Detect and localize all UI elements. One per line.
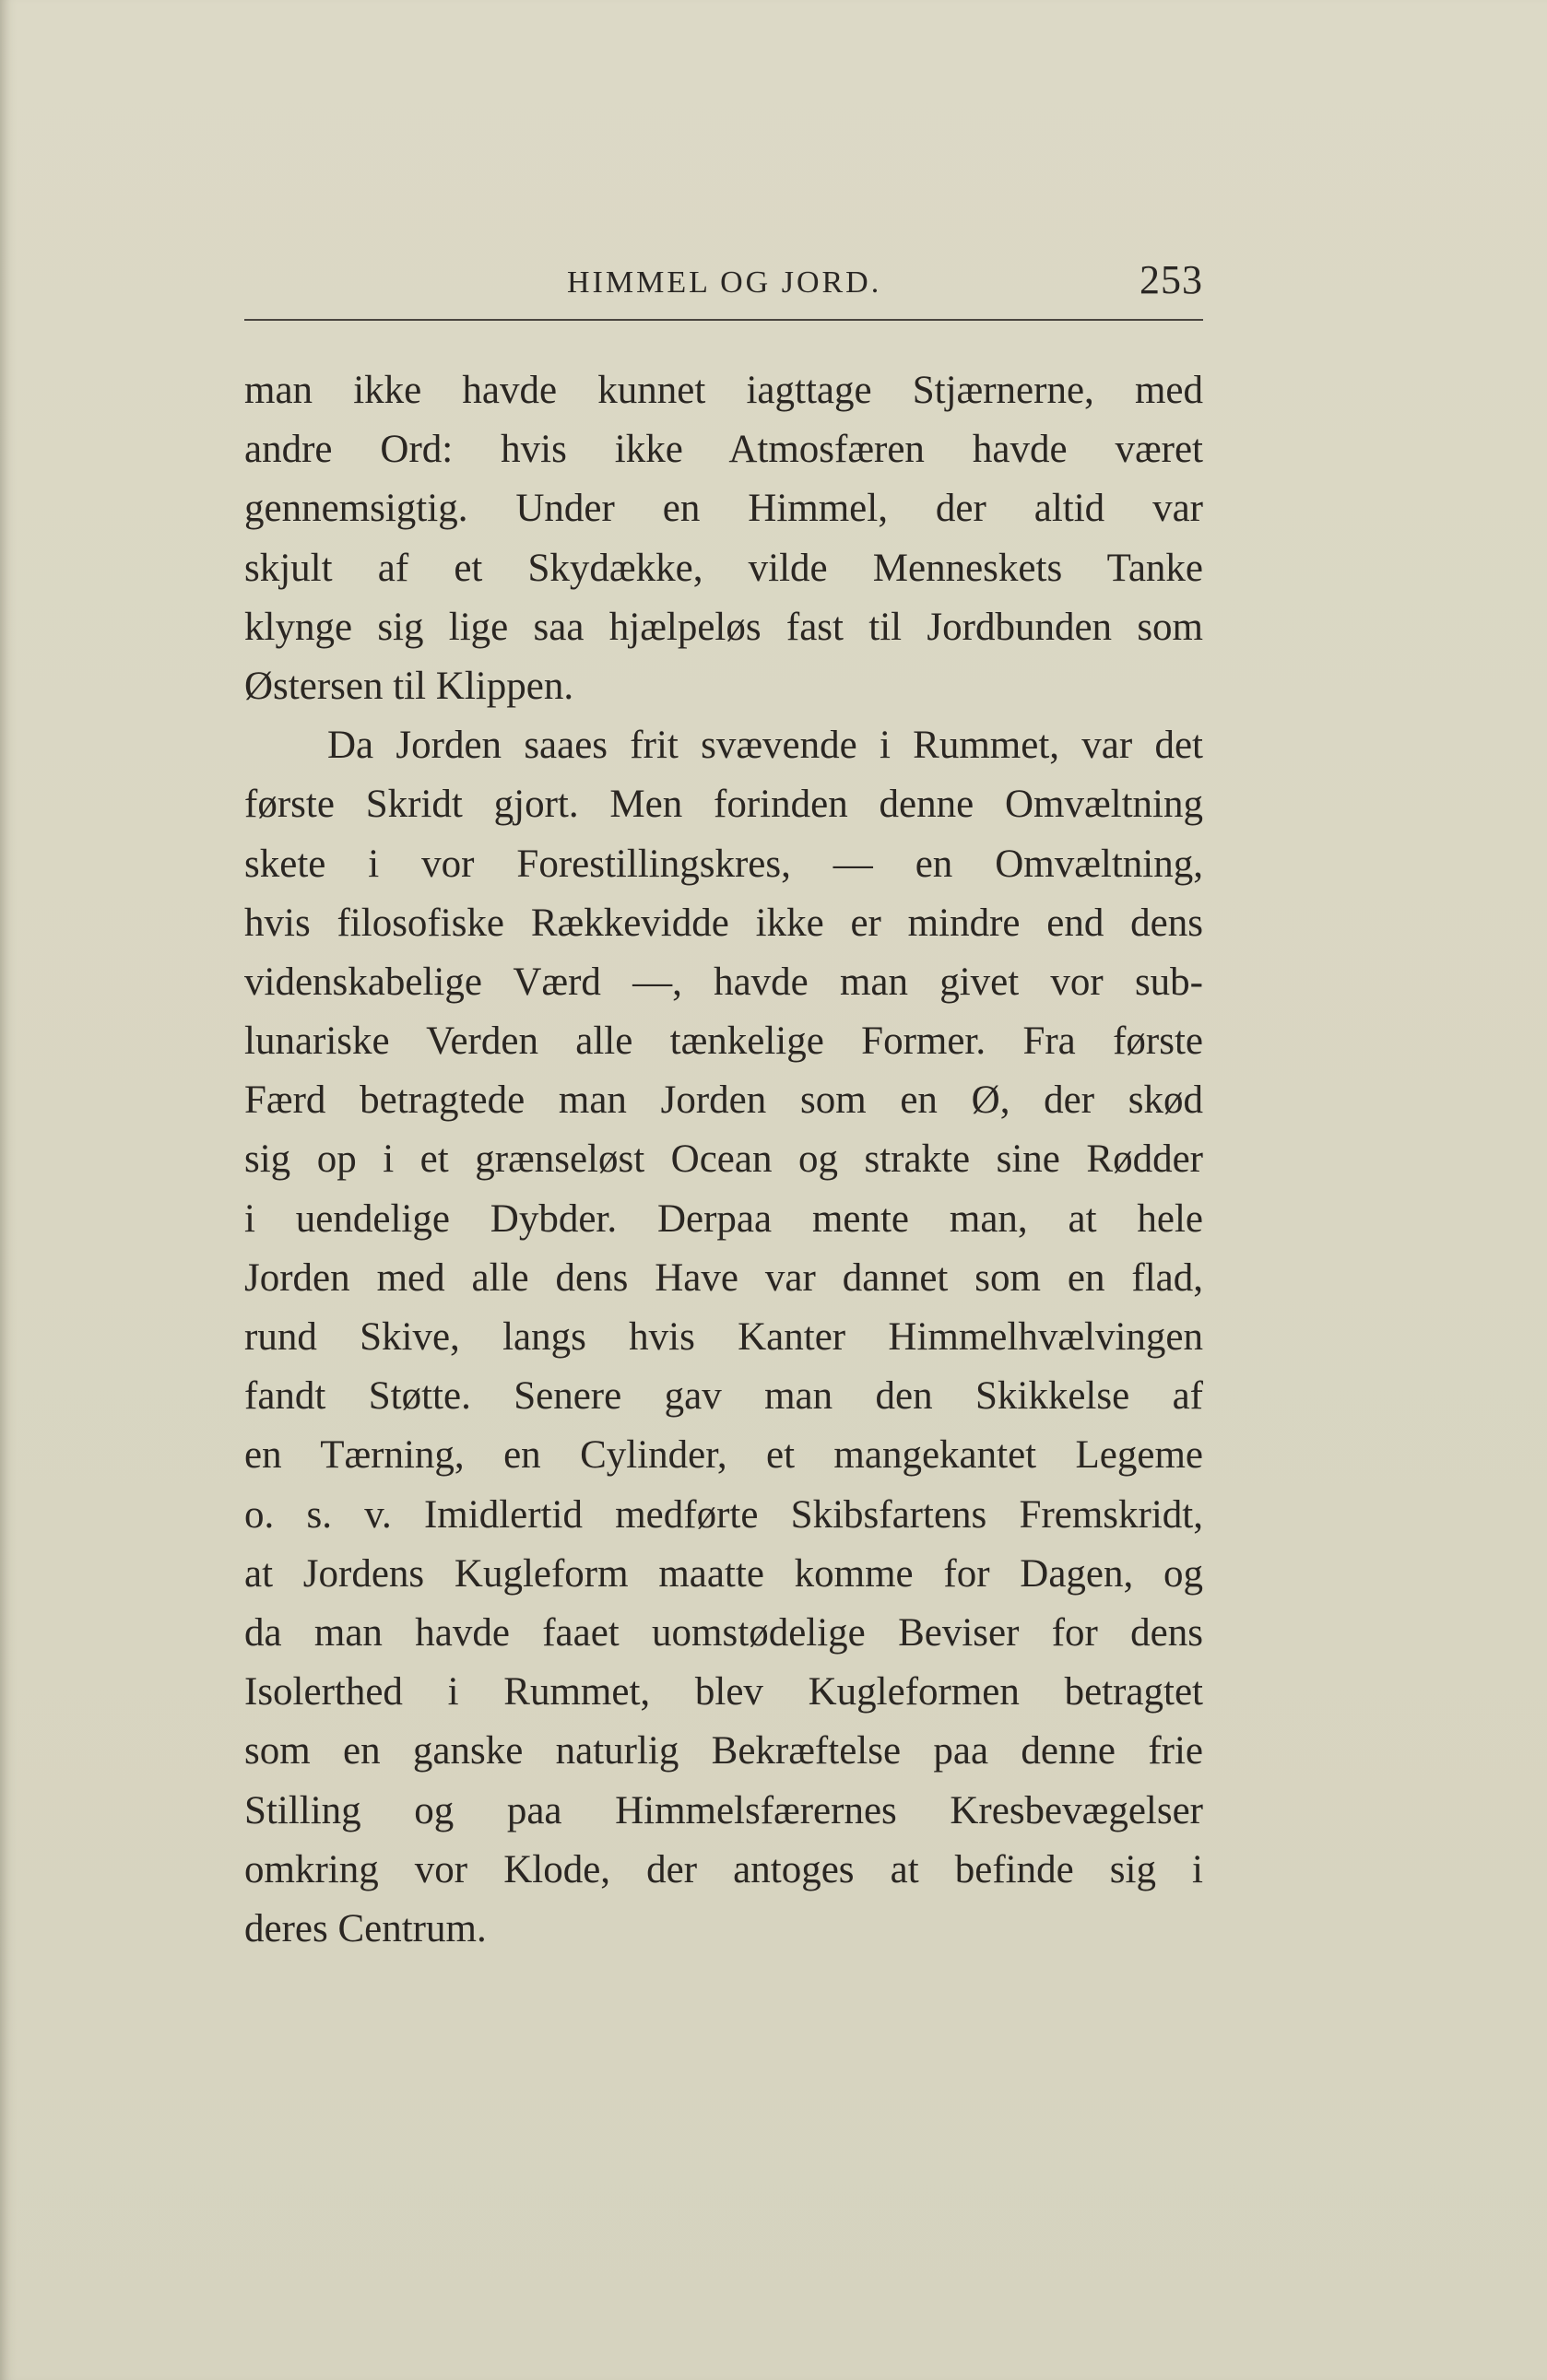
text-line: rund Skive, langs hvis Kanter Himmelhvælvingen	[244, 1315, 1203, 1359]
body-text	[244, 361, 1203, 1959]
text-line: som en ganske naturlig Bekræftelse paa denne frie	[244, 1729, 1203, 1773]
text-line: Jorden med alle dens Have var dannet som en flad,	[244, 1255, 1203, 1300]
text-line: at Jordens Kugleform maatte komme for Dagen, og	[244, 1551, 1203, 1596]
text-line: klynge sig lige saa hjælpeløs fast til Jordbunden som	[244, 605, 1203, 649]
text-line: andre Ord: hvis ikke Atmosfæren havde været	[244, 428, 1203, 472]
text-line: sig op i et grænseløst Ocean og strakte sine Rødder	[244, 1137, 1203, 1182]
text-line: Da Jorden saaes frit svævende i Rummet, var det	[327, 724, 1203, 768]
text-line: skete i vor Forestillingskres, — en Omvæltning,	[244, 842, 1203, 886]
paragraph-2	[244, 716, 1203, 1959]
text-line: da man havde faaet uomstødelige Beviser for dens	[244, 1610, 1203, 1655]
text-line: man ikke havde kunnet iagttage Stjærnerne, med	[244, 369, 1203, 412]
page-header	[244, 256, 1203, 312]
running-title: HIMMEL OG JORD.	[567, 265, 882, 300]
text-line: hvis filosofiske Rækkevidde ikke er mindre end dens	[244, 901, 1203, 945]
text-line: gennemsigtig. Under en Himmel, der altid var	[244, 487, 1203, 531]
text-line: en Tærning, en Cylinder, et mangekantet Legeme	[244, 1433, 1203, 1478]
text-line: deres Centrum.	[244, 1906, 487, 1950]
text-line: første Skridt gjort. Men forinden denne Omvæltning	[244, 783, 1203, 827]
text-line: fandt Støtte. Senere gav man den Skikkelse af	[244, 1374, 1203, 1419]
text-line: lunariske Verden alle tænkelige Former. Fra første	[244, 1019, 1203, 1064]
text-line: skjult af et Skydække, vilde Menneskets Tanke	[244, 546, 1203, 590]
text-line: omkring vor Klode, der antoges at befinde sig i	[244, 1847, 1203, 1891]
text-line: Isolerthed i Rummet, blev Kugleformen betragtet	[244, 1670, 1203, 1714]
text-line: videnskabelige Værd —, havde man givet vor sub-	[244, 960, 1203, 1004]
header-rule	[244, 319, 1203, 321]
text-line: Stilling og paa Himmelsfærernes Kresbevægelser	[244, 1788, 1203, 1832]
paragraph-1	[244, 361, 1203, 716]
text-line: Østersen til Klippen.	[244, 664, 574, 708]
text-line: Færd betragtede man Jorden som en Ø, der skød	[244, 1078, 1203, 1123]
text-line: o. s. v. Imidlertid medførte Skibsfartens Fremskridt,	[244, 1492, 1203, 1537]
text-line: i uendelige Dybder. Derpaa mente man, at hele	[244, 1196, 1203, 1241]
page-number: 253	[1140, 257, 1203, 302]
